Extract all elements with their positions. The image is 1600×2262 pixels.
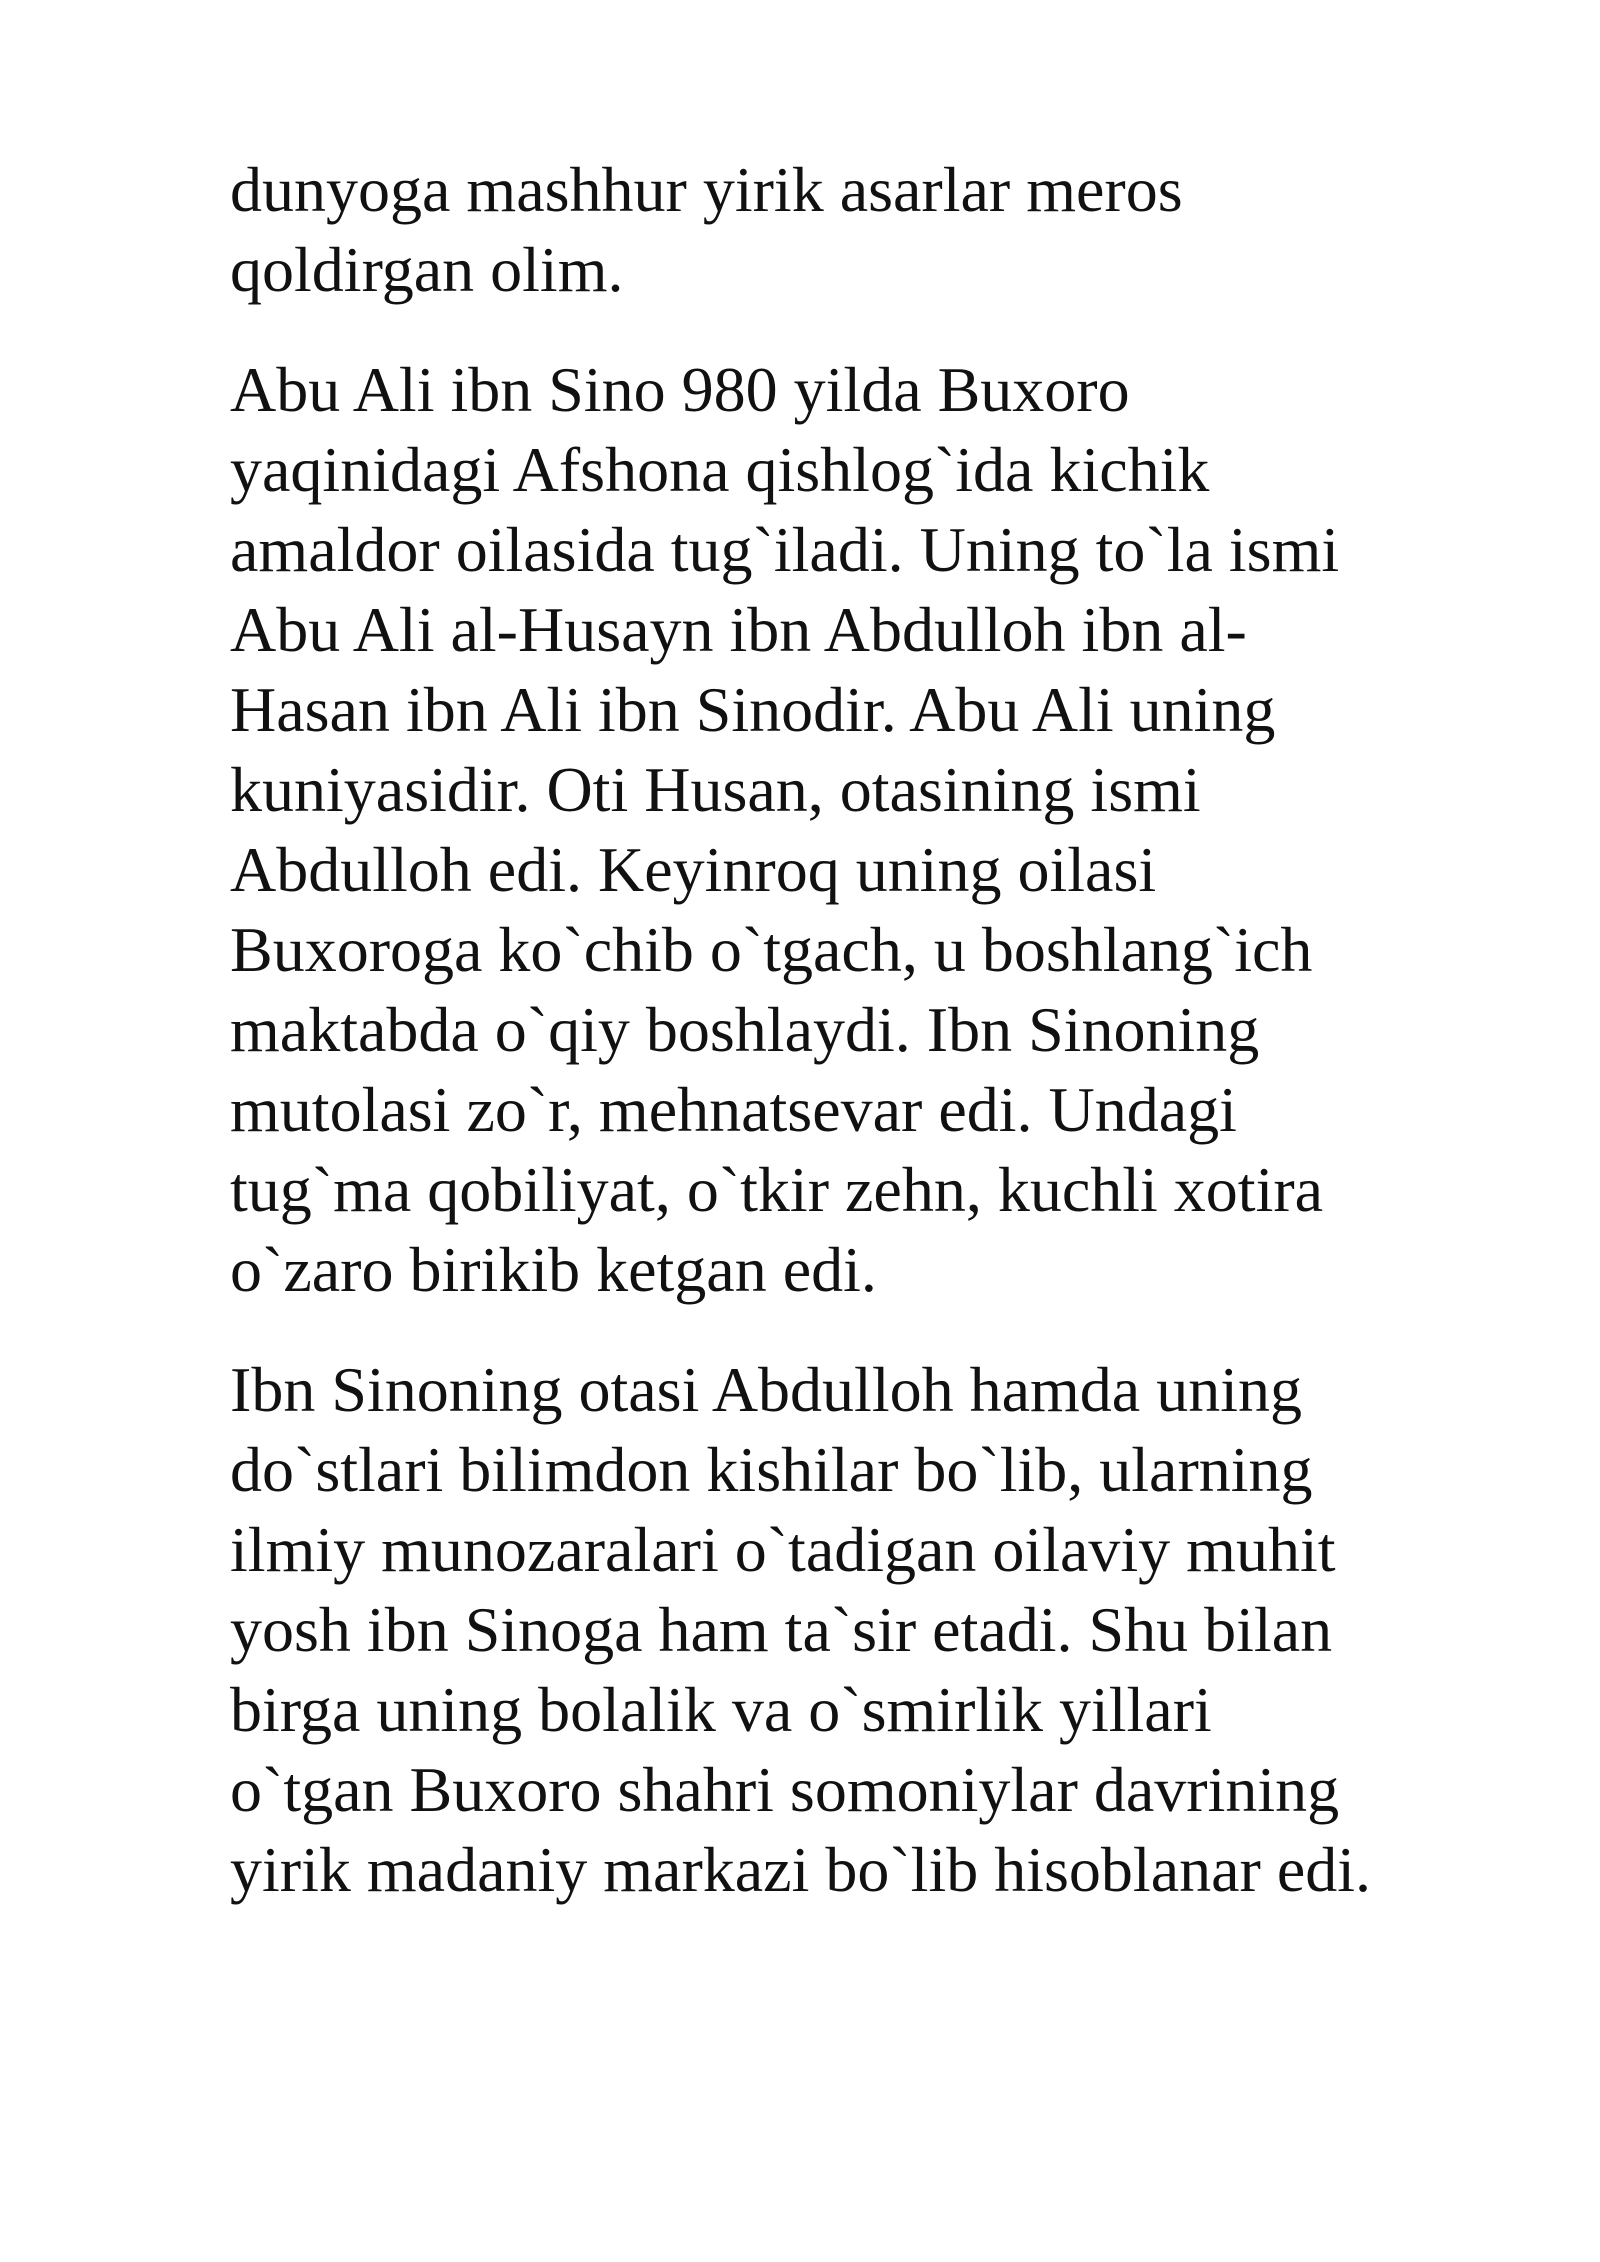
text-line: kuniyasidir. Oti Husan, otasining ismi — [230, 754, 1201, 825]
text-line: Abu Ali al-Husayn ibn Abdulloh ibn al- — [230, 594, 1247, 665]
text-line: mutolasi zo`r, mehnatsevar edi. Undagi — [230, 1074, 1237, 1145]
paragraph-2 — [230, 350, 1530, 1310]
text-line: o`zaro birikib ketgan edi. — [230, 1234, 877, 1305]
document-page — [230, 150, 1530, 1910]
paragraph-1 — [230, 150, 1530, 310]
text-line: Buxoroga ko`chib o`tgach, u boshlang`ich — [230, 914, 1313, 985]
text-line: Abu Ali ibn Sino 980 yilda Buxoro — [230, 354, 1130, 425]
text-line: Abdulloh edi. Keyinroq uning oilasi — [230, 834, 1157, 905]
text-line: o`tgan Buxoro shahri somoniylar davrining — [230, 1754, 1340, 1825]
text-line: ilmiy munozaralari o`tadigan oilaviy muhit — [230, 1514, 1336, 1585]
text-line: yaqinidagi Afshona qishlog`ida kichik — [230, 434, 1210, 505]
text-line: tug`ma qobiliyat, o`tkir zehn, kuchli xotira — [230, 1154, 1324, 1225]
text-line: dunyoga mashhur yirik asarlar meros — [230, 154, 1183, 225]
text-line: Ibn Sinoning otasi Abdulloh hamda uning — [230, 1354, 1302, 1425]
text-line: maktabda o`qiy boshlaydi. Ibn Sinoning — [230, 994, 1260, 1065]
text-line: do`stlari bilimdon kishilar bo`lib, ularning — [230, 1434, 1313, 1505]
text-line: yosh ibn Sinoga ham ta`sir etadi. Shu bilan — [230, 1594, 1333, 1665]
text-line: amaldor oilasida tug`iladi. Uning to`la ismi — [230, 514, 1340, 585]
text-line: yirik madaniy markazi bo`lib hisoblanar edi. — [230, 1834, 1371, 1905]
paragraph-3 — [230, 1350, 1530, 1910]
text-line: Hasan ibn Ali ibn Sinodir. Abu Ali uning — [230, 674, 1276, 745]
text-line: qoldirgan olim. — [230, 234, 624, 305]
text-line: birga uning bolalik va o`smirlik yillari — [230, 1674, 1212, 1745]
